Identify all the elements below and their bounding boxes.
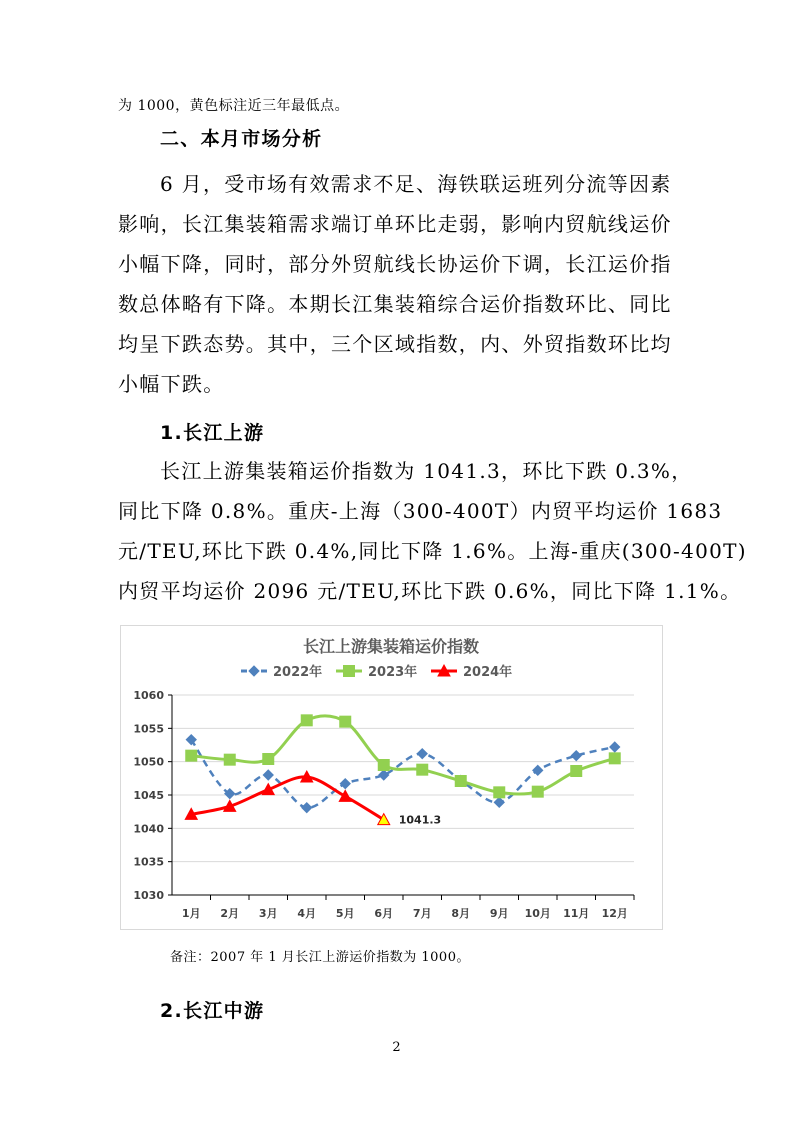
text-line: 元/TEU,环比下跌 0.4%,同比下降 1.6%。上海-重庆(300-400T) <box>118 539 747 563</box>
text-line: 数总体略有下降。本期长江集装箱综合运价指数环比、同比 <box>118 292 672 316</box>
x-tick-label: 4月 <box>297 907 317 920</box>
text-line: 同比下降 0.8%。重庆-上海（300-400T）内贸平均运价 1683 <box>118 499 723 523</box>
legend-label: 2024年 <box>463 665 513 680</box>
text-line: 长江上游集装箱运价指数为 1041.3，环比下跌 0.3%， <box>160 459 693 483</box>
x-tick-label: 1月 <box>181 907 201 920</box>
data-point <box>417 749 427 759</box>
text-line: 均呈下跌态势。其中，三个区域指数，内、外贸指数环比均 <box>118 332 672 356</box>
data-point <box>263 770 273 780</box>
data-point <box>417 764 428 775</box>
text-line: 小幅下跌。 <box>118 372 225 396</box>
data-point <box>379 770 389 780</box>
y-tick-label: 1045 <box>133 789 164 802</box>
text-line: 内贸平均运价 2096 元/TEU,环比下跌 0.6%，同比下降 1.1%。 <box>118 579 742 603</box>
series-line-2023年 <box>191 716 615 794</box>
data-point <box>224 754 235 765</box>
x-tick-label: 8月 <box>451 907 471 920</box>
data-point <box>609 753 620 764</box>
data-point <box>186 750 197 761</box>
x-tick-label: 7月 <box>412 907 432 920</box>
x-tick-label: 6月 <box>374 907 394 920</box>
y-tick-label: 1040 <box>133 822 164 836</box>
text-line: 为 1000，黄色标注近三年最低点。 <box>118 98 350 114</box>
x-tick-label: 12月 <box>601 907 628 920</box>
legend-label: 2023年 <box>368 665 418 680</box>
x-tick-label: 5月 <box>335 907 355 920</box>
data-point <box>494 797 504 807</box>
data-point <box>301 715 312 726</box>
chart-svg <box>121 626 662 929</box>
data-point <box>533 765 543 775</box>
x-tick-label: 10月 <box>524 907 551 920</box>
x-tick-label: 9月 <box>489 907 509 920</box>
y-tick-label: 1030 <box>133 889 164 902</box>
data-point <box>571 751 581 761</box>
chart-title: 长江上游集装箱运价指数 <box>302 637 480 656</box>
y-tick-label: 1055 <box>133 722 164 736</box>
y-tick-label: 1035 <box>133 855 164 869</box>
data-point <box>455 776 466 787</box>
chart-note: 备注：2007 年 1 月长江上游运价指数为 1000。 <box>170 950 470 965</box>
page-number: 2 <box>392 1040 401 1055</box>
x-tick-label: 3月 <box>258 907 278 920</box>
data-point <box>340 716 351 727</box>
data-point <box>339 790 351 801</box>
data-point <box>340 779 350 789</box>
data-point <box>378 760 389 771</box>
freight-index-chart <box>120 625 663 930</box>
y-tick-label: 1060 <box>133 689 164 702</box>
section-heading: 二、本月市场分析 <box>160 128 323 150</box>
text-line: 小幅下降，同时，部分外贸航线长协运价下调，长江运价指 <box>118 252 672 276</box>
data-point <box>571 766 582 777</box>
data-label: 1041.3 <box>398 813 442 827</box>
x-tick-label: 11月 <box>563 907 590 920</box>
legend-label: 2022年 <box>273 665 323 680</box>
legend-marker <box>344 666 355 677</box>
text-line: 影响，长江集装箱需求端订单环比走弱，影响内贸航线运价 <box>118 212 672 236</box>
data-point <box>494 787 505 798</box>
data-point <box>302 803 312 813</box>
series-line-2022年 <box>191 740 615 808</box>
data-point <box>263 754 274 765</box>
data-point <box>532 786 543 797</box>
y-tick-label: 1050 <box>133 755 164 769</box>
subsection-heading: 2.长江中游 <box>160 1000 265 1022</box>
legend-marker <box>249 666 259 676</box>
x-tick-label: 2月 <box>220 907 240 920</box>
data-point <box>610 742 620 752</box>
subsection-heading: 1.长江上游 <box>160 422 265 444</box>
text-line: 6 月，受市场有效需求不足、海铁联运班列分流等因素 <box>160 172 672 196</box>
